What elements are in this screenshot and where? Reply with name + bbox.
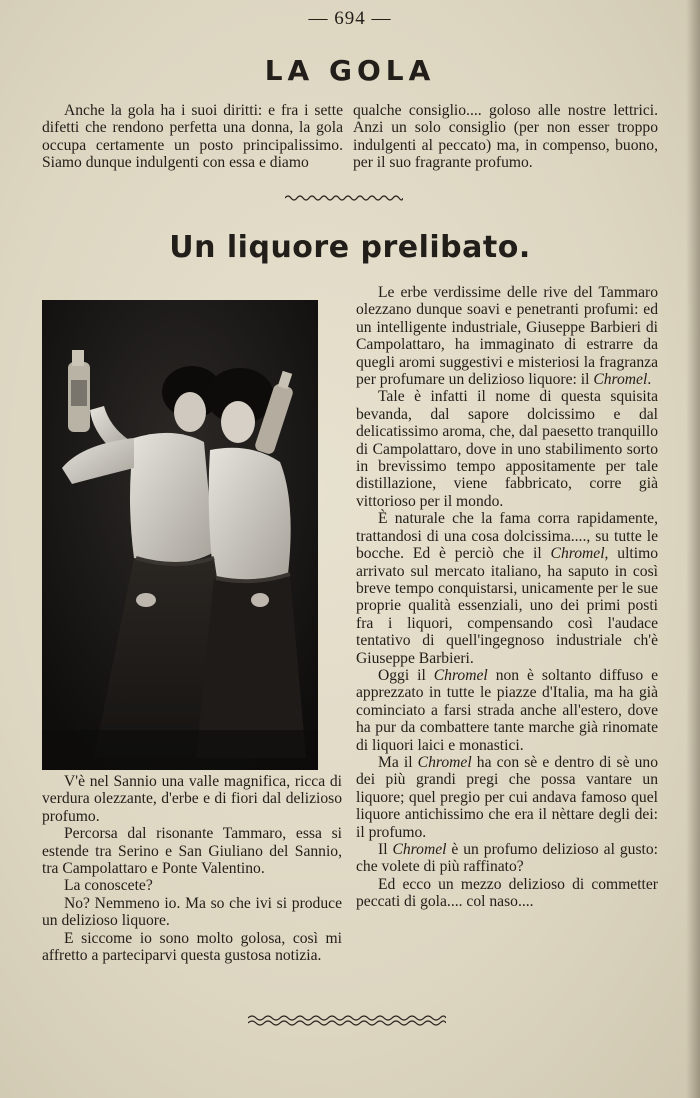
article-right-paragraph (356, 754, 658, 841)
photograph-two-women-with-bottles-icon (42, 300, 318, 770)
ornament-squiggle-divider (285, 193, 403, 203)
text-run: Le erbe verdissime delle rive del Tammaro olezzano dunque soavi e penetranti profumi: ed un intelligente industriale, Giuseppe Barbieri di Campolattaro, ha immaginato di estrarre da quegli aromi suggestivi e misteriosi la fragranza per profumare un delizioso liquore: il (356, 284, 658, 389)
article-left-paragraph: V'è nel Sannio una valle magnifica, ricca di verdura olezzante, d'erbe e di fiori dal delizioso profumo. (42, 773, 342, 825)
intro-right-column (353, 102, 658, 172)
text-run: . (647, 371, 652, 389)
text-run: Ma il (378, 753, 418, 771)
text-run: non è soltanto diffuso e apprezzato in tutte le piazze d'Italia, ma ha già cominciato a farsi strada anche all'estero, dove ha pur da combattere tante marche già rinomate di liquori laici e monastici. (356, 666, 658, 754)
article-title: Un liquore prelibato. (169, 230, 531, 265)
article-right-paragraph (356, 510, 658, 667)
brand-name: Chromel (550, 545, 605, 563)
article-right-paragraph (356, 388, 658, 510)
article-left-paragraph: E siccome io sono molto golosa, così mi affretto a parteciparvi questa gustosa notizia. (42, 929, 342, 965)
text-run: ha con sè e dentro di sè uno dei più grandi pregi che possa vantare un liquore; quel pregio per cui andava famoso quel liquore antichissimo che era il nèttare degli dei: il profumo. (356, 753, 659, 841)
section-title: LA GOLA (264, 54, 436, 87)
brand-name: Chromel (392, 841, 447, 858)
intro-paragraph-right: qualche consiglio.... goloso alle nostre lettrici. Anzi un solo consiglio (per non esser troppo indulgenti al peccato) ma, in compenso, buono, per il suo fragrante profumo. (353, 102, 658, 172)
article-left-paragraph: Percorsa dal risonante Tammaro, essa si estende tra Serino e San Giuliano del Sannio, tra Campolattaro e Ponte Valentino. (42, 825, 342, 878)
article-right-column (356, 284, 658, 911)
article-left-paragraph: La conoscete? (64, 877, 153, 895)
brand-name: Chromel (417, 753, 472, 771)
article-right-paragraph (356, 284, 658, 388)
text-run: Oggi il (378, 666, 434, 684)
brand-name: Chromel (433, 666, 488, 684)
article-right-paragraph (356, 841, 658, 876)
page-edge-shadow (686, 0, 700, 1098)
ornament-bottom-rule (248, 1014, 446, 1026)
article-right-paragraph (356, 667, 658, 754)
intro-left-column (42, 102, 343, 172)
text-run: è un profumo delizioso al gusto: che volete di più raffinato? (356, 841, 658, 876)
article-photograph (42, 300, 318, 770)
brand-name: Chromel (593, 371, 648, 389)
text-run: Tale è infatti il nome di questa squisita bevanda, dal sapore dolcissimo e dal delicatissimo aroma, che, dal paesetto tranquillo di Campolattaro, dove in uno stabilimento sorto in brevissimo tempo appositamente per tale distillazione, viene fabbricato, corre già vittorioso per il mondo. (356, 388, 658, 510)
text-run: È naturale che la fama corra rapidamente, trattandosi di una cosa dolcissima...., su tutte le bocche. Ed è perciò che il (356, 510, 658, 563)
text-run: Ed ecco un mezzo delizioso di commetter peccati di gola.... col naso.... (356, 875, 658, 911)
page-number: — 694 — (308, 8, 392, 29)
text-run: , ultimo arrivato sul mercato italiano, ha saputo in così breve tempo conquistarsi, unicamente per le sue proprie qualità essenziali, uno dei primi posti fra i liquori, compensando così l'audace tentativo di quell'ingegnoso industriale ch'è Giuseppe Barbieri. (356, 545, 658, 667)
article-right-paragraph (356, 876, 658, 911)
article-left-paragraph: No? Nemmeno io. Ma so che ivi si produce un delizioso liquore. (42, 894, 342, 930)
text-run: Il (378, 841, 393, 858)
article-left-column (42, 773, 342, 964)
intro-paragraph-left: Anche la gola ha i suoi diritti: e fra i sette difetti che rendono perfetta una donna, la gola occupa certamente un posto principalissimo. Siamo dunque indulgenti con essa e diamo (42, 102, 343, 172)
